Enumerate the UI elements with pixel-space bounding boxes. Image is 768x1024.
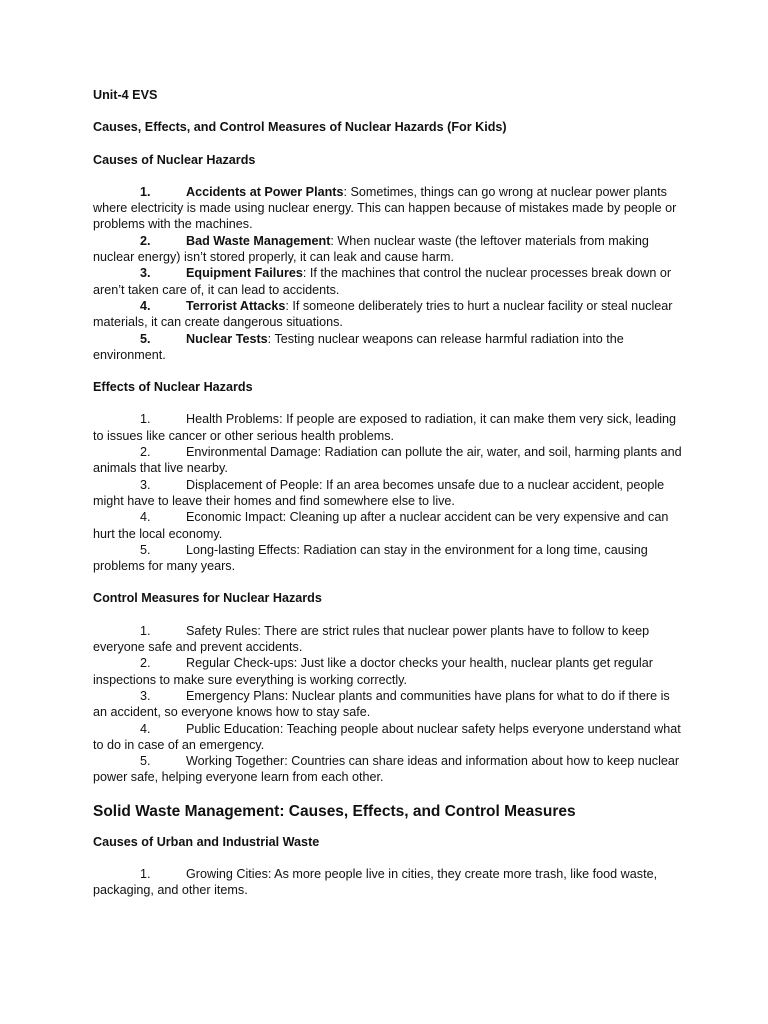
item-number: 1.: [140, 623, 151, 638]
control-item: [93, 688, 683, 721]
control-item: [93, 623, 683, 656]
item-number: 5.: [140, 542, 151, 557]
item-number: 2.: [140, 656, 151, 671]
item-text: : If someone deliberately tries to hurt a nuclear facility or steal nuclear materials, it can create dangerous situations.: [93, 298, 673, 330]
item-text: Health Problems: If people are exposed to radiation, it can make them very sick, leading to issues like cancer or other serious health problems.: [93, 412, 677, 443]
document-body: [93, 87, 683, 915]
urban-waste-list: [93, 866, 683, 899]
item-number: 5.: [140, 331, 151, 346]
effects-item: [93, 411, 683, 444]
item-text: Growing Cities: As more people live in cities, they create more trash, like food waste, packaging, and other items.: [93, 866, 658, 898]
item-text: Public Education: Teaching people about nuclear safety helps everyone understand what to do in case of an emergency.: [93, 721, 681, 752]
item-number: 4.: [140, 298, 151, 313]
item-number: 4.: [140, 721, 151, 736]
item-text: Economic Impact: Cleaning up after a nuclear accident can be very expensive and can hurt the local economy.: [93, 510, 669, 541]
item-term: Bad Waste Management: [186, 233, 331, 248]
effects-item: [93, 509, 683, 542]
item-number: 1.: [140, 866, 151, 881]
item-text: : Testing nuclear weapons can release harmful radiation into the environment.: [93, 331, 624, 362]
item-text: Displacement of People: If an area becomes unsafe due to a nuclear accident, people might have to leave their homes and find somewhere else to live.: [93, 477, 665, 508]
item-number: 4.: [140, 510, 151, 525]
item-text: Working Together: Countries can share ideas and information about how to keep nuclear power safe, helping everyone learn from each other.: [93, 754, 680, 785]
causes-item: [93, 184, 683, 233]
item-text: : If the machines that control the nuclear processes break down or aren’t taken care of, it can lead to accidents.: [93, 266, 672, 297]
item-number: 3.: [140, 266, 151, 281]
effects-item: [93, 477, 683, 510]
urban-waste-heading: Causes of Urban and Industrial Waste: [93, 834, 320, 849]
effects-heading: Effects of Nuclear Hazards: [93, 380, 253, 395]
item-number: 1.: [140, 184, 151, 199]
item-term: Equipment Failures: [186, 266, 303, 281]
effects-item: [93, 444, 683, 477]
item-number: 2.: [140, 445, 151, 460]
control-item: [93, 753, 683, 786]
control-item: [93, 655, 683, 688]
item-text: Environmental Damage: Radiation can pollute the air, water, and soil, harming plants and animals that live nearby.: [93, 445, 682, 476]
causes-list: [93, 184, 683, 363]
item-term: Accidents at Power Plants: [186, 184, 344, 199]
unit-label: Unit-4 EVS: [93, 88, 158, 102]
causes-heading: Causes of Nuclear Hazards: [93, 152, 256, 167]
item-number: 2.: [140, 233, 151, 248]
item-text: Regular Check-ups: Just like a doctor checks your health, nuclear plants get regular inspections to make sure everything is working correctly.: [93, 656, 653, 687]
item-text: : When nuclear waste (the leftover materials from making nuclear energy) isn’t stored properly, it can leak and cause harm.: [93, 233, 649, 265]
item-text: Safety Rules: There are strict rules that nuclear power plants have to follow to keep everyone safe and prevent accidents.: [93, 623, 650, 655]
item-text: Long-lasting Effects: Radiation can stay in the environment for a long time, causing problems for many years.: [93, 542, 648, 574]
item-term: Nuclear Tests: [186, 331, 268, 346]
item-text: : Sometimes, things can go wrong at nuclear power plants where electricity is made using nuclear energy. This can happen because of mistakes made by people or problems with the machines.: [93, 184, 677, 232]
urban-waste-item: [93, 866, 683, 899]
causes-item: [93, 331, 683, 364]
item-number: 3.: [140, 688, 151, 703]
item-number: 5.: [140, 754, 151, 769]
causes-item: [93, 298, 683, 331]
control-heading: Control Measures for Nuclear Hazards: [93, 591, 322, 606]
item-number: 1.: [140, 412, 151, 427]
item-term: Terrorist Attacks: [186, 298, 286, 313]
effects-list: [93, 411, 683, 574]
solid-waste-heading: Solid Waste Management: Causes, Effects, and Control Measures: [93, 802, 576, 820]
causes-item: [93, 233, 683, 266]
control-list: [93, 623, 683, 786]
item-number: 3.: [140, 477, 151, 492]
item-text: Emergency Plans: Nuclear plants and communities have plans for what to do if there is an accident, so everyone knows how to stay safe.: [93, 688, 670, 720]
effects-item: [93, 542, 683, 575]
control-item: [93, 721, 683, 754]
document-title: Causes, Effects, and Control Measures of Nuclear Hazards (For Kids): [93, 120, 507, 135]
causes-item: [93, 265, 683, 298]
